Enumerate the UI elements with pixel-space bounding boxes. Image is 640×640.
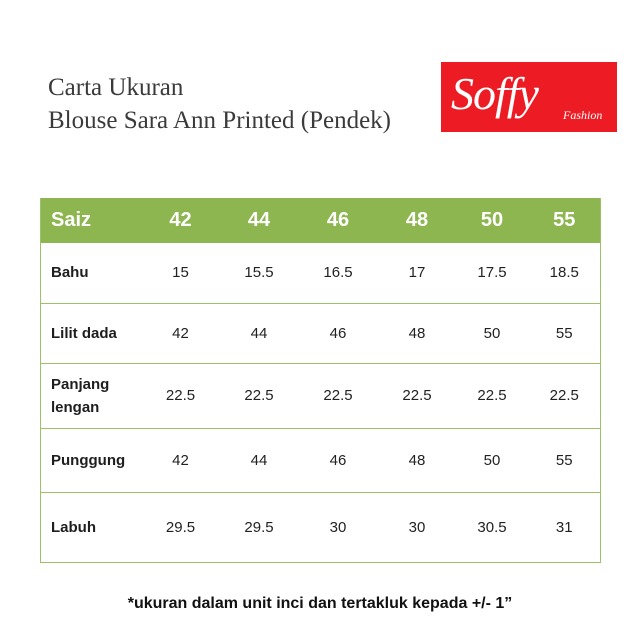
table-cell: 18.5 <box>529 243 601 303</box>
row-label: Panjang lengan <box>41 363 141 428</box>
table-cell: 22.5 <box>456 363 529 428</box>
table-cell: 22.5 <box>141 363 221 428</box>
table-cell: 29.5 <box>141 492 221 562</box>
chart-title <box>48 71 391 137</box>
header-cell: 44 <box>221 198 298 243</box>
row-label: Labuh <box>41 492 141 562</box>
table-cell: 46 <box>298 303 379 363</box>
title-line-1: Carta Ukuran <box>48 74 184 101</box>
table-cell: 55 <box>529 303 601 363</box>
table-cell: 30.5 <box>456 492 529 562</box>
row-label: Punggung <box>41 428 141 492</box>
table-cell: 55 <box>529 428 601 492</box>
table-row <box>41 492 601 562</box>
table-cell: 22.5 <box>379 363 456 428</box>
logo-brand-text: Soffy <box>451 68 538 119</box>
table-cell: 50 <box>456 303 529 363</box>
header-cell: 55 <box>529 198 601 243</box>
table-cell: 22.5 <box>529 363 601 428</box>
table-cell: 15 <box>141 243 221 303</box>
row-label: Lilit dada <box>41 303 141 363</box>
header-cell: 50 <box>456 198 529 243</box>
footnote: *ukuran dalam unit inci dan tertakluk kepada +/- 1” <box>127 595 513 612</box>
table-cell: 42 <box>141 303 221 363</box>
table-cell: 22.5 <box>298 363 379 428</box>
table-row <box>41 243 601 303</box>
table-cell: 48 <box>379 428 456 492</box>
logo-tagline-text: Fashion <box>563 108 603 122</box>
table-cell: 30 <box>379 492 456 562</box>
table-header-row <box>41 198 601 243</box>
table-cell: 46 <box>298 428 379 492</box>
table-cell: 50 <box>456 428 529 492</box>
header-cell: 42 <box>141 198 221 243</box>
table-cell: 17.5 <box>456 243 529 303</box>
table-cell: 44 <box>221 428 298 492</box>
table-cell: 17 <box>379 243 456 303</box>
header-cell-saiz: Saiz <box>41 198 141 243</box>
table-cell: 22.5 <box>221 363 298 428</box>
table-cell: 16.5 <box>298 243 379 303</box>
table-row <box>41 363 601 428</box>
header-cell: 48 <box>379 198 456 243</box>
table-cell: 31 <box>529 492 601 562</box>
table-cell: 48 <box>379 303 456 363</box>
table-cell: 44 <box>221 303 298 363</box>
table-cell: 42 <box>141 428 221 492</box>
header-cell: 46 <box>298 198 379 243</box>
row-label: Bahu <box>41 243 141 303</box>
size-table <box>40 198 601 563</box>
table-cell: 30 <box>298 492 379 562</box>
table-row <box>41 303 601 363</box>
brand-logo <box>441 62 617 132</box>
table-cell: 15.5 <box>221 243 298 303</box>
table-cell: 29.5 <box>221 492 298 562</box>
table-row <box>41 428 601 492</box>
title-line-2: Blouse Sara Ann Printed (Pendek) <box>48 107 392 134</box>
